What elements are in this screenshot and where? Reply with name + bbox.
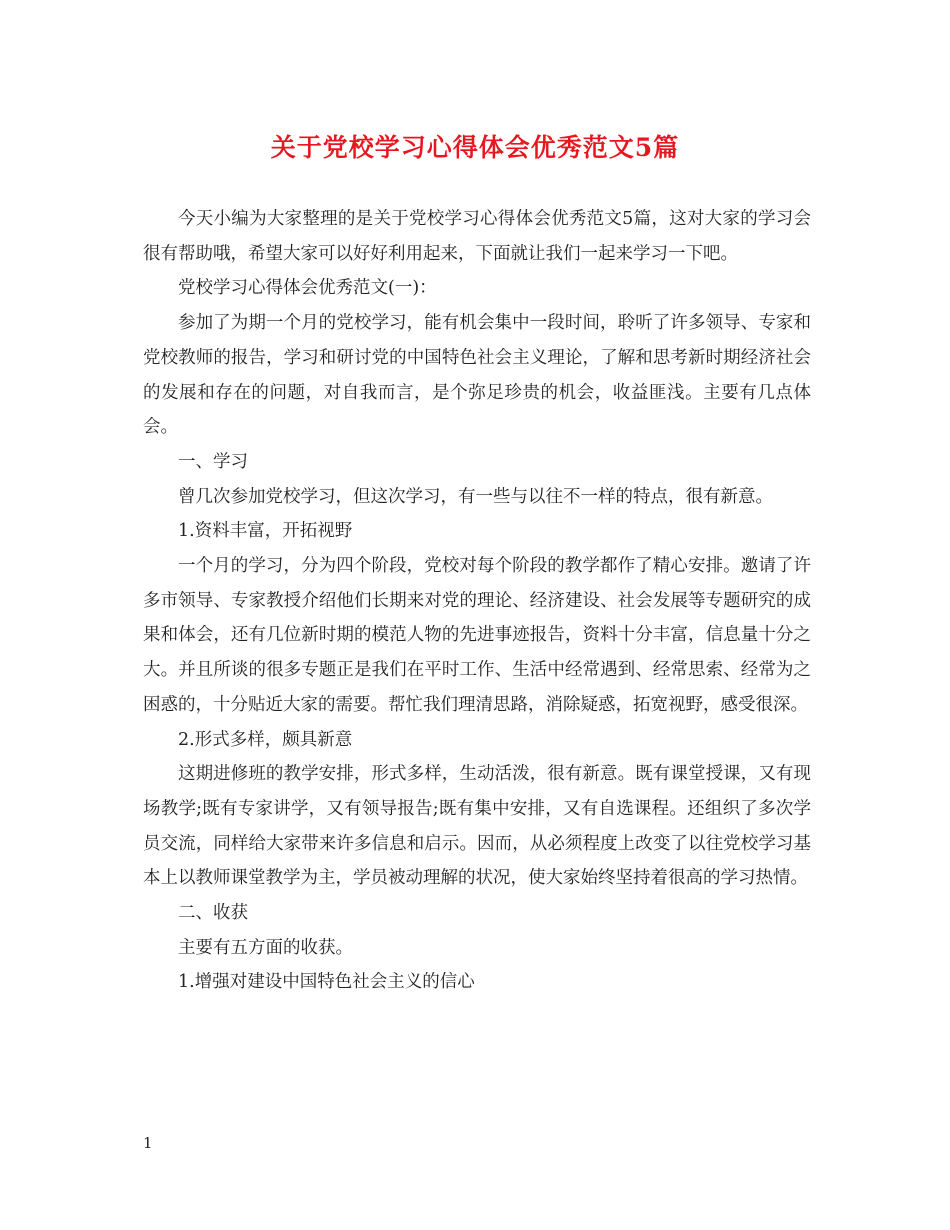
document-title: 关于党校学习心得体会优秀范文5篇 xyxy=(270,133,680,162)
essay-paragraph: 这期进修班的教学安排，形式多样，生动活泼，很有新意。既有课堂授课，又有现场教学;既有专家讲学，又有领导报告;既有集中安排，又有自选课程。还组织了多次学员交流，同样给大家带来许多信息和启示。因而，从必须程度上改变了以往党校学习基本上以教师课堂教学为主，学员被动理解的状况，使大家始终坚持着很高的学习热情。 xyxy=(143,764,811,889)
essay-paragraph: 参加了为期一个月的党校学习，能有机会集中一段时间，聆听了许多领导、专家和党校教师的报告，学习和研讨党的中国特色社会主义理论，了解和思考新时期经济社会的发展和存在的问题，对自我而言，是个弥足珍贵的机会，收益匪浅。主要有几点体会。 xyxy=(143,313,811,438)
subsection-heading: 1.增强对建设中国特色社会主义的信心 xyxy=(178,972,475,993)
essay-paragraph: 一个月的学习，分为四个阶段，党校对每个阶段的教学都作了精心安排。邀请了许多市领导、专家教授介绍他们长期来对党的理论、经济建设、社会发展等专题研究的成果和体会，还有几位新时期的模范人物的先进事迹报告，资料十分丰富，信息量十分之大。并且所谈的很多专题正是我们在平时工作、生活中经常遇到、经常思索、经常为之困惑的，十分贴近大家的需要。帮忙我们理清思路，消除疑惑，拓宽视野，感受很深。 xyxy=(143,556,811,715)
subsection-heading: 1.资料丰富，开拓视野 xyxy=(178,521,353,542)
essay-paragraph: 主要有五方面的收获。 xyxy=(178,937,353,958)
intro-paragraph: 今天小编为大家整理的是关于党校学习心得体会优秀范文5篇，这对大家的学习会很有帮助哦，希望大家可以好好利用起来，下面就让我们一起来学习一下吧。 xyxy=(143,209,811,264)
essay-paragraph: 曾几次参加党校学习，但这次学习，有一些与以往不一样的特点，很有新意。 xyxy=(178,486,773,507)
document-body xyxy=(143,202,811,1000)
section-heading: 二、收获 xyxy=(178,903,248,924)
subsection-heading: 2.形式多样，颇具新意 xyxy=(178,729,353,750)
section-heading: 一、学习 xyxy=(178,451,248,472)
page-number: 1 xyxy=(143,1134,153,1152)
essay-heading: 党校学习心得体会优秀范文(一)： xyxy=(178,278,437,299)
